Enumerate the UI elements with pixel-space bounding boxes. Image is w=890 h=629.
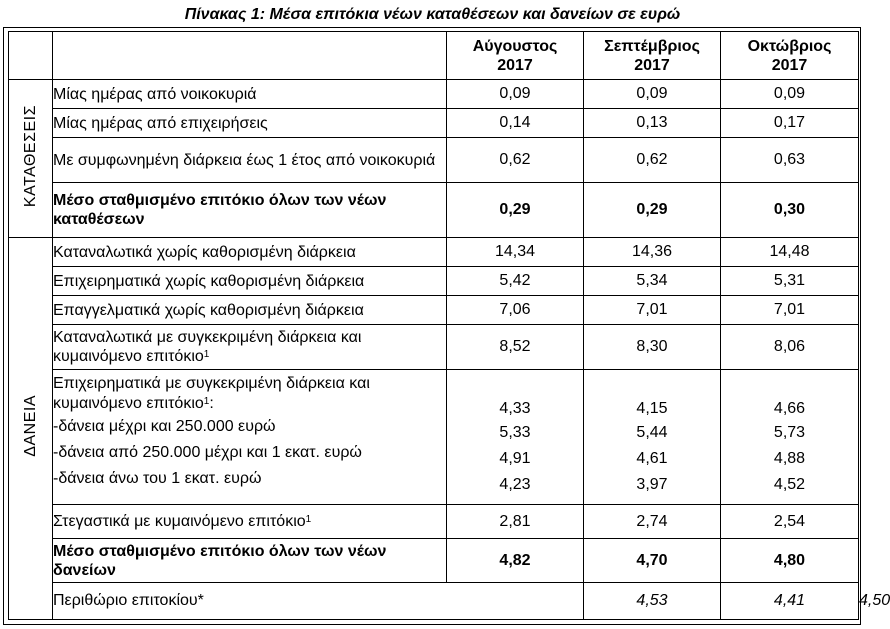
cell-value: 0,17 xyxy=(721,109,859,138)
margin-row: Περιθώριο επιτοκίου* 4,53 4,41 4,50 xyxy=(9,583,859,620)
table-title: Πίνακας 1: Μέσα επιτόκια νέων καταθέσεων και δανείων σε ευρώ xyxy=(184,6,681,23)
cell-value: 8,30 xyxy=(584,325,721,370)
cell-value: 4,70 xyxy=(584,539,721,583)
cell-value: 4,15 xyxy=(636,400,668,417)
table-row xyxy=(9,80,859,109)
cell-value: 3,97 xyxy=(636,476,668,493)
header-empty-side xyxy=(9,32,53,80)
row-label: Μίας ημέρας από νοικοκυριά xyxy=(53,80,447,109)
cell-value: 5,73 xyxy=(773,424,806,441)
row-label: Μέσο σταθμισμένο επιτόκιο όλων των νέων καταθέσεων xyxy=(53,183,447,238)
cell-value: 4,80 xyxy=(721,539,859,583)
cell-value: 4,88 xyxy=(773,450,806,467)
cell-value: 0,13 xyxy=(584,109,721,138)
cell-value: 5,34 xyxy=(584,267,721,296)
cell-value: 0,09 xyxy=(447,80,584,109)
column-header-oct xyxy=(721,32,859,80)
loans-total-row xyxy=(9,539,859,583)
cell-value: 2,54 xyxy=(721,505,859,539)
table-row xyxy=(9,505,859,539)
margin-label: Περιθώριο επιτοκίου* xyxy=(53,583,584,620)
cell-value: 5,42 xyxy=(447,267,584,296)
footnote-marker: 1 xyxy=(203,349,210,360)
column-year: 2017 xyxy=(634,56,670,74)
subrow-label: -δάνεια μέχρι και 250.000 ευρώ xyxy=(53,418,276,435)
row-label: Με συμφωνημένη διάρκεια έως 1 έτος από νοικοκυριά xyxy=(53,138,447,183)
row-label xyxy=(53,325,447,370)
cell-value: 7,01 xyxy=(584,296,721,325)
deposits-section-label xyxy=(9,80,53,238)
group-values-oct xyxy=(721,370,859,505)
cell-value: 5,33 xyxy=(499,424,531,441)
group-header-text: Επιχειρηματικά με συγκεκριμένη διάρκεια και κυμαινόμενο επιτόκιο xyxy=(53,375,370,412)
row-label: Καταναλωτικά χωρίς καθορισμένη διάρκεια xyxy=(53,238,447,267)
cell-value: 0,14 xyxy=(447,109,584,138)
group-values-sep xyxy=(584,370,721,505)
cell-value: 0,30 xyxy=(721,183,859,238)
column-header-sep xyxy=(584,32,721,80)
cell-value: 5,44 xyxy=(636,424,668,441)
cell-value: 0,29 xyxy=(584,183,721,238)
cell-value: 7,06 xyxy=(447,296,584,325)
group-header xyxy=(53,374,446,414)
cell-value: 0,29 xyxy=(447,183,584,238)
cell-value: 0,63 xyxy=(721,138,859,183)
cell-value: 2,81 xyxy=(447,505,584,539)
column-header-aug xyxy=(447,32,584,80)
row-label-text: Στεγαστικά με κυμαινόμενο επιτόκιο xyxy=(53,513,306,530)
cell-value: 7,01 xyxy=(721,296,859,325)
cell-value: 4,23 xyxy=(499,476,531,493)
column-month: Οκτώβριος xyxy=(747,37,832,55)
subrow-label: -δάνεια άνω του 1 εκατ. ευρώ xyxy=(53,470,262,487)
row-label: Επιχειρηματικά χωρίς καθορισμένη διάρκεια xyxy=(53,267,447,296)
group-labels xyxy=(53,370,447,505)
header-empty-label xyxy=(53,32,447,80)
row-label: Επαγγελματικά χωρίς καθορισμένη διάρκεια xyxy=(53,296,447,325)
section-label-text: ΚΑΤΑΘΕΣΕΙΣ xyxy=(21,104,39,208)
cell-value: 4,91 xyxy=(499,450,531,467)
cell-value: 4,53 xyxy=(584,583,721,620)
table-row xyxy=(9,325,859,370)
footnote-marker: 1 xyxy=(305,514,312,525)
cell-value: 4,82 xyxy=(447,539,584,583)
cell-value: 4,66 xyxy=(773,400,806,417)
cell-value: 4,41 xyxy=(721,583,859,620)
cell-value: 5,31 xyxy=(721,267,859,296)
cell-value: 4,52 xyxy=(773,476,806,493)
row-label: Μίας ημέρας από επιχειρήσεις xyxy=(53,109,447,138)
cell-value: 8,06 xyxy=(721,325,859,370)
cell-value: 0,62 xyxy=(447,138,584,183)
cell-value: 4,61 xyxy=(636,450,668,467)
subrow-label: -δάνεια από 250.000 μέχρι και 1 εκατ. ευρώ xyxy=(53,444,362,461)
cell-value: 2,74 xyxy=(584,505,721,539)
table-row xyxy=(9,267,859,296)
cell-value: 8,52 xyxy=(447,325,584,370)
cell-value: 0,62 xyxy=(584,138,721,183)
loans-section-label xyxy=(9,238,53,620)
deposits-total-row xyxy=(9,183,859,238)
column-month: Σεπτέμβριος xyxy=(604,37,700,55)
business-loans-group-row xyxy=(9,370,859,505)
interest-rates-table xyxy=(8,31,890,620)
group-values-aug xyxy=(447,370,584,505)
cell-value: 0,09 xyxy=(721,80,859,109)
footnote-marker: 1 xyxy=(203,396,210,407)
row-label-text: Καταναλωτικά με συγκεκριμένη διάρκεια και κυμαινόμενο επιτόκιο xyxy=(53,329,362,365)
cell-value: 0,09 xyxy=(584,80,721,109)
column-year: 2017 xyxy=(497,56,533,74)
column-year: 2017 xyxy=(771,56,808,74)
cell-value: 14,48 xyxy=(721,238,859,267)
cell-value: 14,34 xyxy=(447,238,584,267)
section-label-text: ΔΑΝΕΙΑ xyxy=(21,395,39,457)
table-row xyxy=(9,138,859,183)
row-label: Μέσο σταθμισμένο επιτόκιο όλων των νέων δανείων xyxy=(53,539,447,583)
cell-value: 14,36 xyxy=(584,238,721,267)
group-header-suffix: : xyxy=(209,395,214,412)
table-row xyxy=(9,109,859,138)
header-row xyxy=(9,32,859,80)
column-month: Αύγουστος xyxy=(472,37,558,55)
row-label xyxy=(53,505,447,539)
table-row xyxy=(9,296,859,325)
cell-value: 4,33 xyxy=(499,400,531,417)
table-row xyxy=(9,238,859,267)
